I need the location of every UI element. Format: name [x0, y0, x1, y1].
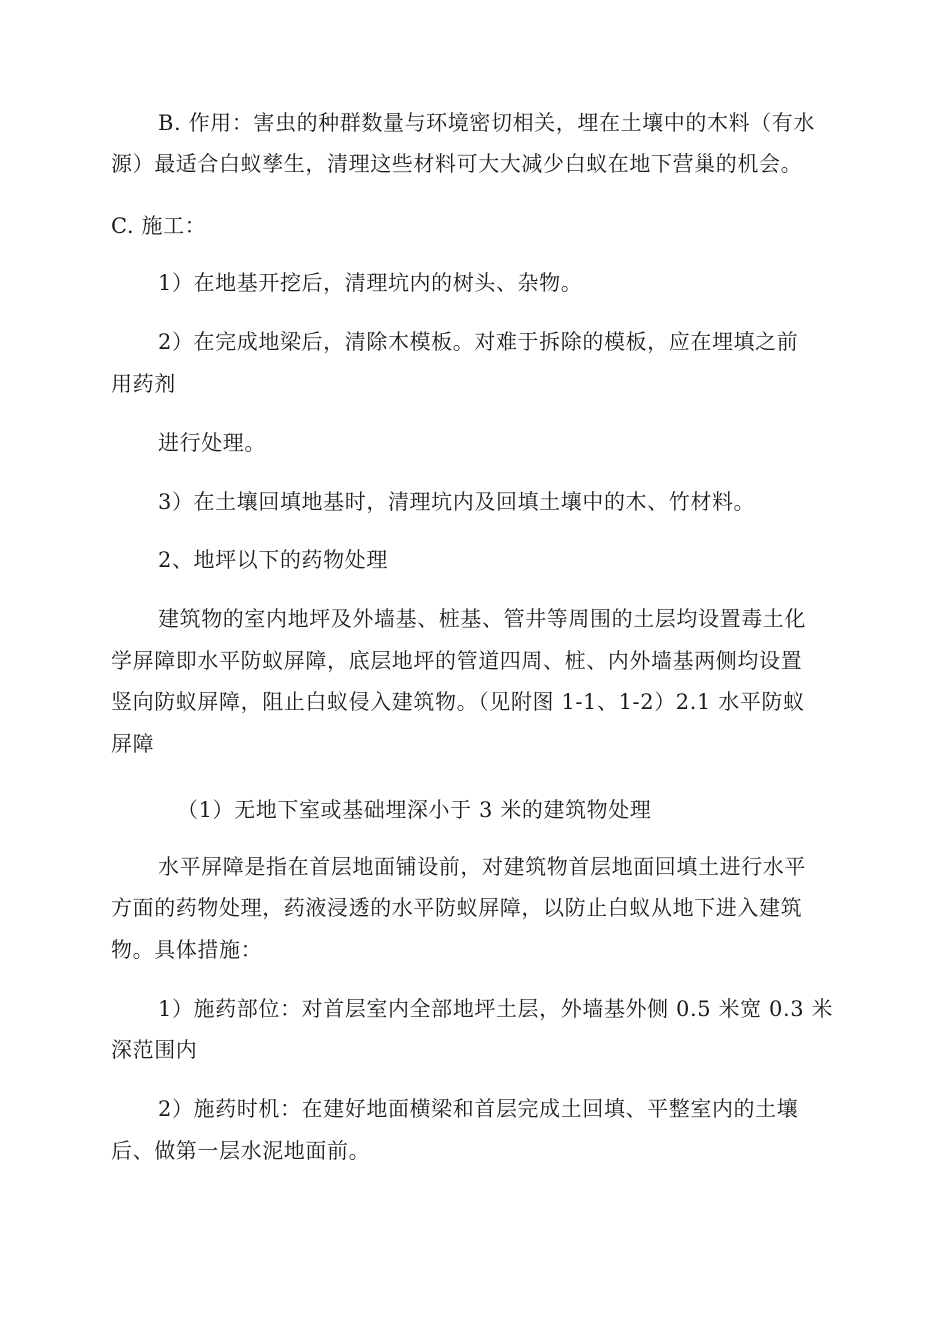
text-line-horizontal-barrier-2: 方面的药物处理，药液浸透的水平防蚁屏障，以防止白蚁从地下进入建筑	[111, 896, 803, 920]
text-line-barrier-intro-4: 屏障	[111, 732, 155, 756]
text-line-barrier-intro-2: 学屏障即水平防蚁屏障，底层地坪的管道四周、桩、内外墙基两侧均设置	[111, 649, 803, 673]
text-line-measure-1-cont: 深范围内	[111, 1038, 198, 1062]
text-line-step-2-end: 进行处理。	[158, 431, 266, 455]
text-line-horizontal-barrier-3: 物。具体措施：	[111, 938, 263, 962]
text-line-measure-2: 2）施药时机：在建好地面横梁和首层完成土回填、平整室内的土壤	[158, 1097, 799, 1121]
section-heading-floor-treatment: 2、地坪以下的药物处理	[158, 548, 388, 572]
text-line-step-2: 2）在完成地梁后，清除木模板。对难于拆除的模板，应在埋填之前	[158, 330, 799, 354]
text-line-c-construction: C. 施工：	[111, 214, 207, 238]
text-line-measure-2-cont: 后、做第一层水泥地面前。	[111, 1139, 371, 1163]
text-line-b-purpose-cont: 源）最适合白蚁孳生，清理这些材料可大大减少白蚁在地下营巢的机会。	[111, 152, 803, 176]
text-line-barrier-intro: 建筑物的室内地坪及外墙基、桩基、管井等周围的土层均设置毒土化	[158, 607, 806, 631]
subheading-no-basement: （1）无地下室或基础埋深小于 3 米的建筑物处理	[177, 798, 652, 822]
text-line-b-purpose: B. 作用：害虫的种群数量与环境密切相关，埋在土壤中的木料（有水	[158, 111, 815, 135]
text-line-measure-1: 1）施药部位：对首层室内全部地坪土层，外墙基外侧 0.5 米宽 0.3 米	[158, 997, 834, 1021]
text-line-barrier-intro-3: 竖向防蚁屏障，阻止白蚁侵入建筑物。（见附图 1-1、1-2）2.1 水平防蚁	[111, 690, 805, 714]
text-line-step-3: 3）在土壤回填地基时，清理坑内及回填土壤中的木、竹材料。	[158, 490, 756, 514]
text-line-step-1: 1）在地基开挖后，清理坑内的树头、杂物。	[158, 271, 583, 295]
text-line-horizontal-barrier: 水平屏障是指在首层地面铺设前，对建筑物首层地面回填土进行水平	[158, 855, 806, 879]
text-line-step-2-cont: 用药剂	[111, 372, 176, 396]
